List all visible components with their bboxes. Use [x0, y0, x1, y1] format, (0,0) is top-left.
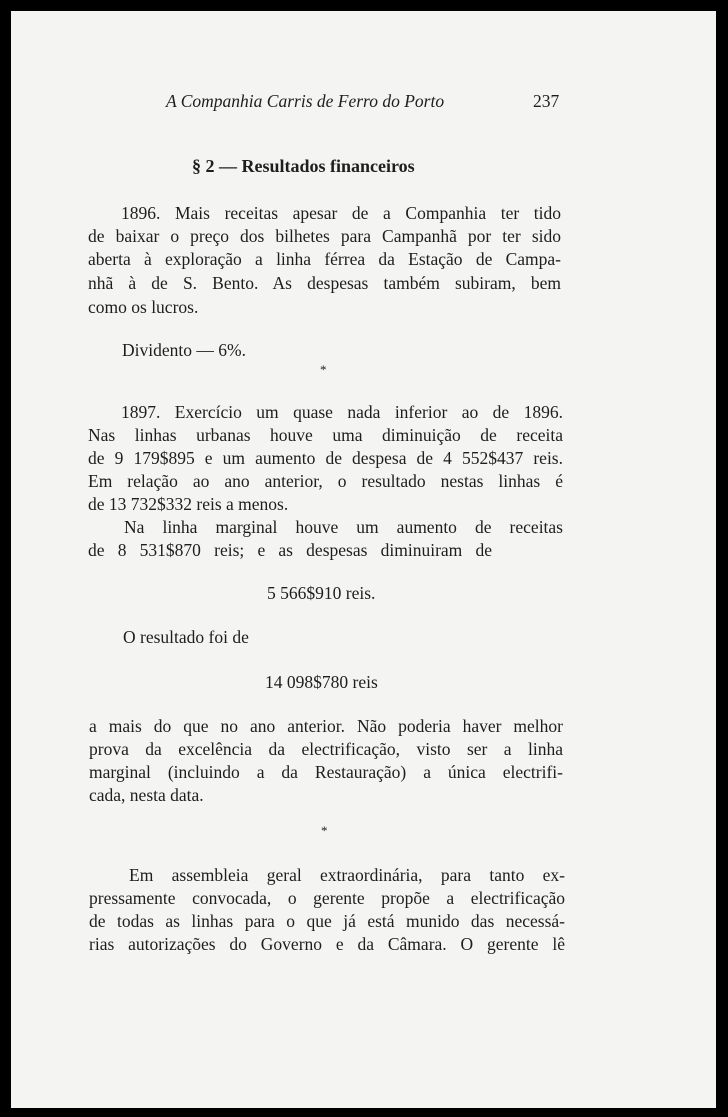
amount-expenses: 5 566$910 reis.	[267, 583, 376, 603]
paragraph-1897-line: 1897. Exercício um quase nada inferior ao de 1896.	[121, 402, 563, 422]
assembly-paragraph-line: de todas as linhas para o que já está munido das necessá-	[89, 911, 565, 931]
result-intro: O resultado foi de	[123, 627, 249, 647]
book-page	[11, 11, 716, 1108]
paragraph-1896-line: nhã à de S. Bento. As despesas também subiram, bem	[88, 273, 561, 293]
paragraph-1897-line: de 13 732$332 reis a menos.	[88, 494, 289, 514]
running-header-title: A Companhia Carris de Ferro do Porto	[166, 91, 445, 111]
result-paragraph-line: a mais do que no ano anterior. Não poderia haver melhor	[89, 716, 563, 736]
page-number: 237	[533, 91, 560, 111]
result-paragraph-line: cada, nesta data.	[89, 785, 204, 805]
assembly-paragraph-line: pressamente convocada, o gerente propõe a electrificação	[89, 888, 565, 908]
assembly-paragraph-line: Em assembleia geral extraordinária, para tanto ex-	[129, 865, 565, 885]
dividend-line: Dividento — 6%.	[122, 340, 246, 360]
result-paragraph-line: marginal (incluindo a da Restauração) a única electrifi-	[89, 762, 563, 782]
section-separator: *	[321, 823, 328, 838]
paragraph-1896-line: de baixar o preço dos bilhetes para Campanhã por ter sido	[88, 226, 561, 246]
paragraph-1897-line: Em relação ao ano anterior, o resultado nestas linhas é	[88, 471, 563, 491]
paragraph-1896-line: 1896. Mais receitas apesar de a Companhia ter tido	[121, 203, 561, 223]
amount-result: 14 098$780 reis	[265, 672, 378, 692]
section-title: § 2 — Resultados financeiros	[192, 156, 415, 176]
marginal-line: de 8 531$870 reis; e as despesas diminuiram de	[88, 540, 492, 560]
paragraph-1897-line: Nas linhas urbanas houve uma diminuição de receita	[88, 425, 563, 445]
paragraph-1896-line: como os lucros.	[88, 297, 199, 317]
paragraph-1896-line: aberta à exploração a linha férrea da Estação de Campa-	[88, 249, 561, 269]
marginal-line: Na linha marginal houve um aumento de receitas	[124, 517, 563, 537]
result-paragraph-line: prova da excelência da electrificação, visto ser a linha	[89, 739, 563, 759]
assembly-paragraph-line: rias autorizações do Governo e da Câmara. O gerente lê	[89, 934, 565, 954]
section-separator: *	[320, 362, 327, 377]
paragraph-1897-line: de 9 179$895 e um aumento de despesa de 4 552$437 reis.	[88, 448, 563, 468]
